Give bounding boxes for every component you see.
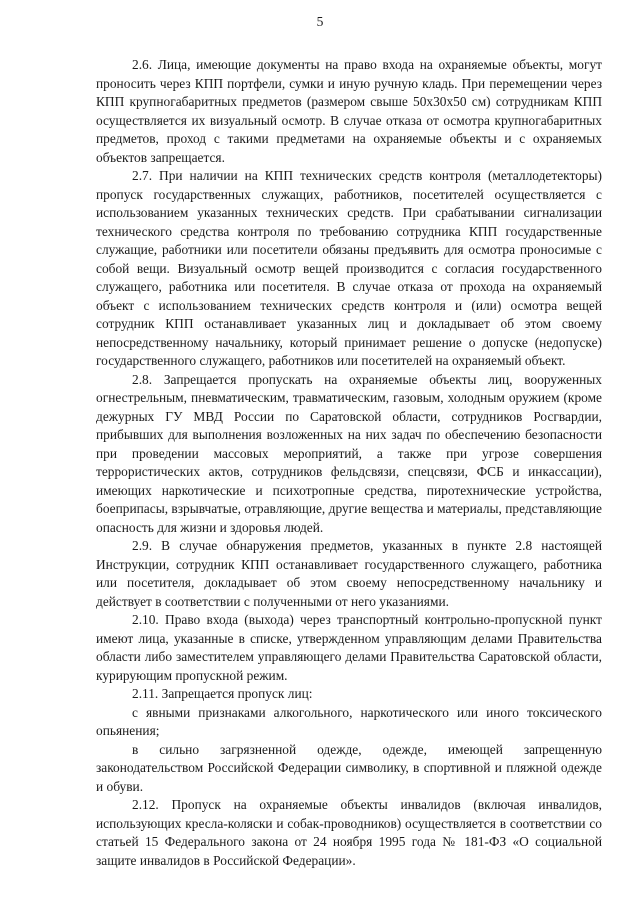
page-number: 5 — [316, 14, 324, 29]
list-item-clothing: в сильно загрязненной одежде, одежде, имеющей запрещенную законодательством Российской Федерации символику, в спортивной и пляжной одежде и обуви. — [96, 741, 602, 794]
paragraph-2-8: 2.8. Запрещается пропускать на охраняемые объекты лиц, вооруженных огнестрельным, пневматическим, травматическим, газовым, холодным оружием (кроме дежурных ГУ МВД России по Саратовской области, сотрудников Росгвардии, прибывших для выполнения возложенных на них задач по обеспечению безопасности при проведении массовых мероприятий, а также при угрозе совершения террористических актов, сотрудников фельдсвязи, спецсвязи, ФСБ и инкассации), имеющих наркотические и психотропные средства, пиротехнические устройства, боеприпасы, взрывчатые, отравляющие, другие вещества и материалы, представляющие опасность для жизни и здоровья людей. — [96, 371, 602, 535]
paragraph-2-10: 2.10. Право входа (выхода) через транспортный контрольно-пропускной пункт имеют лица, указанные в списке, утвержденном управляющим делами Правительства области либо заместителем управляющего делами Правительства Саратовской области, курирующим пропускной режим. — [96, 612, 602, 683]
paragraph-2-6: 2.6. Лица, имеющие документы на право входа на охраняемые объекты, могут проносить через КПП портфели, сумки и иную ручную кладь. При перемещении через КПП крупногабаритных предметов (размером свыше 50х30х50 см) сотрудникам КПП осуществляется их визуальный осмотр. В случае отказа от осмотра крупногабаритных предметов, проход с такими предметами на охраняемые объекты и с охраняемых объектов запрещается. — [96, 57, 602, 165]
paragraph-2-7: 2.7. При наличии на КПП технических средств контроля (металлодетекторы) пропуск государственных служащих, работников, посетителей осуществляется с использованием указанных технических средств. При срабатывании сигнализации технического средства контроля по требованию сотрудника КПП государственные служащие, работники или посетители обязаны предъявить для осмотра проносимые с собой вещи. Визуальный осмотр вещей производится с согласия государственного служащего, работника или посетителя. В случае отказа от прохода на охраняемый объект с использованием технических средств контроля и (или) осмотра вещей сотрудник КПП останавливает указанных лиц и докладывает об этом своему непосредственному начальнику, который принимает решение о допуске (недопуске) государственного служащего, работников или посетителей на охраняемый объект. — [96, 168, 602, 368]
paragraph-2-11: 2.11. Запрещается пропуск лиц: — [132, 686, 313, 701]
paragraph-2-12: 2.12. Пропуск на охраняемые объекты инвалидов (включая инвалидов, использующих кресла-коляски и собак-проводников) осуществляется в соответствии со статьей 15 Федерального закона от 24 ноября 1995 года № 181-ФЗ «О социальной защите инвалидов в Российской Федерации». — [96, 797, 602, 868]
document-body — [96, 56, 602, 870]
list-item-intoxication: с явными признаками алкогольного, наркотического или иного токсического опьянения; — [96, 704, 602, 738]
paragraph-2-9: 2.9. В случае обнаружения предметов, указанных в пункте 2.8 настоящей Инструкции, сотрудник КПП останавливает государственного служащего, работника или посетителя, докладывает об этом своему непосредственному начальнику и действует в соответствии с полученными от него указаниями. — [96, 538, 602, 609]
